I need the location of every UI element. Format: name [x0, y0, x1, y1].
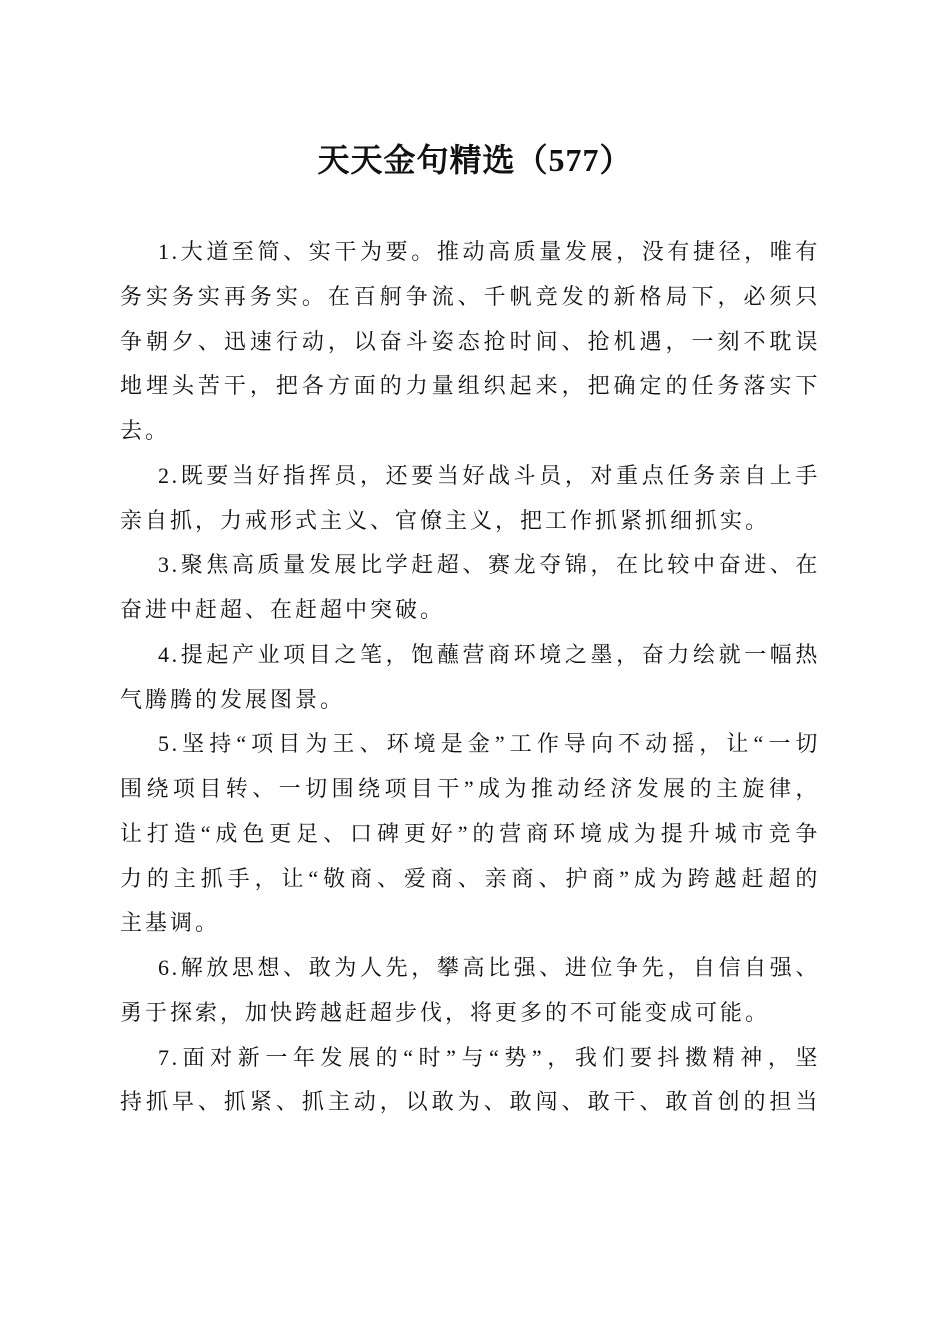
paragraph-line: 亲自抓，力戒形式主义、官僚主义，把工作抓紧抓细抓实。 [120, 507, 771, 533]
paragraph-line: 围绕项目转、一切围绕项目干”成为推动经济发展的主旋律， [120, 776, 820, 801]
paragraph-line: 勇于探索，加快跨越赶超步伐，将更多的不可能变成可能。 [120, 999, 771, 1025]
paragraph-line: 争朝夕、迅速行动，以奋斗姿态抢时间、抢机遇，一刻不耽误 [120, 328, 820, 354]
paragraph-line: 7.面对新一年发展的“时”与“势”，我们要抖擞精神，坚 [158, 1044, 820, 1070]
paragraph-line: 地埋头苦干，把各方面的力量组织起来，把确定的任务落实下 [120, 373, 820, 399]
paragraph-line: 主基调。 [120, 910, 221, 936]
paragraph-2 [120, 454, 820, 544]
document-body [120, 230, 820, 1125]
paragraph-7 [120, 1036, 820, 1126]
paragraph-3 [120, 543, 820, 633]
paragraph-line: 5.坚持“项目为王、环境是金”工作导向不动摇，让“一切 [158, 731, 820, 757]
paragraph-line: 奋进中赶超、在赶超中突破。 [120, 597, 446, 622]
paragraph-line: 2.既要当好指挥员，还要当好战斗员，对重点任务亲自上手 [158, 462, 820, 488]
paragraph-4 [120, 633, 820, 723]
paragraph-line: 务实务实再务实。在百舸争流、千帆竞发的新格局下，必须只 [120, 283, 820, 309]
paragraph-1 [120, 230, 820, 454]
paragraph-5 [120, 722, 820, 946]
paragraph-line: 气腾腾的发展图景。 [120, 686, 346, 712]
paragraph-line: 3.聚焦高质量发展比学赶超、赛龙夺锦，在比较中奋进、在 [158, 552, 820, 578]
paragraph-line: 持抓早、抓紧、抓主动，以敢为、敢闯、敢干、敢首创的担当 [120, 1089, 820, 1115]
paragraph-line: 让打造“成色更足、口碑更好”的营商环境成为提升城市竞争 [120, 820, 820, 846]
paragraph-line: 去。 [120, 418, 171, 443]
paragraph-line: 4.提起产业项目之笔，饱蘸营商环境之墨，奋力绘就一幅热 [158, 641, 820, 667]
paragraph-line: 1.大道至简、实干为要。推动高质量发展，没有捷径，唯有 [158, 239, 820, 264]
paragraph-line: 力的主抓手，让“敬商、爱商、亲商、护商”成为跨越赶超的 [120, 865, 820, 891]
paragraph-6 [120, 946, 820, 1036]
paragraph-line: 6.解放思想、敢为人先，攀高比强、进位争先，自信自强、 [158, 955, 820, 980]
page-title: 天天金句精选（577） [317, 142, 633, 178]
